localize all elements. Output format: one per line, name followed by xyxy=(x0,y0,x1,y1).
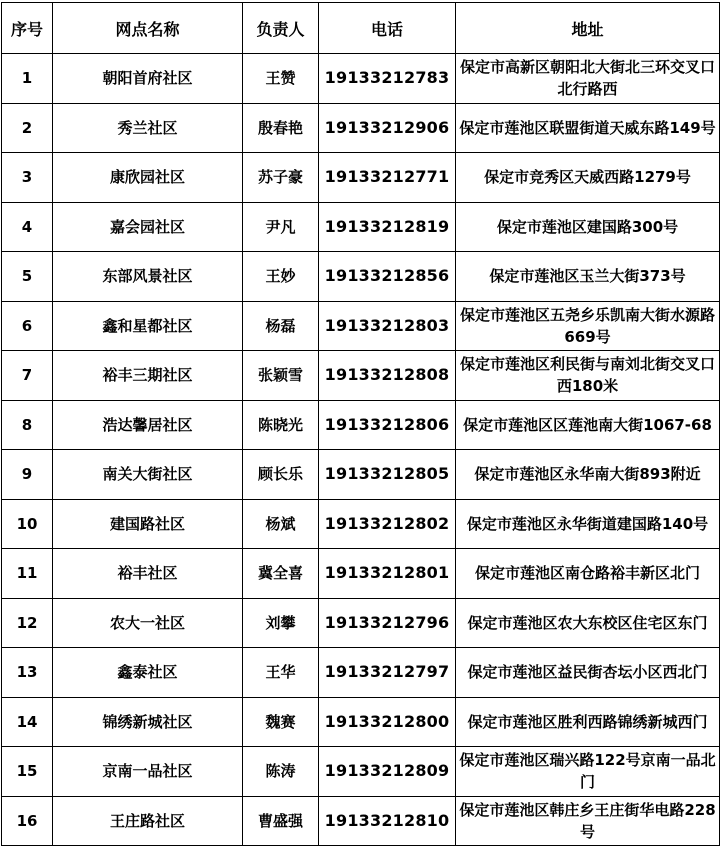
cell-site-name: 东部风景社区 xyxy=(53,252,243,302)
cell-site-name: 裕丰三期社区 xyxy=(53,351,243,401)
cell-phone: 19133212802 xyxy=(319,499,456,549)
cell-phone: 19133212796 xyxy=(319,598,456,648)
cell-person: 陈晓光 xyxy=(243,400,319,450)
cell-no: 3 xyxy=(2,153,53,203)
cell-site-name: 裕丰社区 xyxy=(53,549,243,599)
cell-person: 曹盛强 xyxy=(243,796,319,846)
cell-site-name: 农大一社区 xyxy=(53,598,243,648)
table-body xyxy=(2,54,720,846)
cell-address: 保定市莲池区瑞兴路122号京南一品北门 xyxy=(456,747,720,797)
cell-no: 5 xyxy=(2,252,53,302)
header-name: 网点名称 xyxy=(53,3,243,54)
cell-address: 保定市莲池区胜利西路锦绣新城西门 xyxy=(456,697,720,747)
cell-person: 刘攀 xyxy=(243,598,319,648)
cell-phone: 19133212810 xyxy=(319,796,456,846)
table-row xyxy=(2,301,720,351)
cell-site-name: 鑫泰社区 xyxy=(53,648,243,698)
cell-phone: 19133212808 xyxy=(319,351,456,401)
table-row xyxy=(2,499,720,549)
cell-site-name: 锦绣新城社区 xyxy=(53,697,243,747)
cell-no: 4 xyxy=(2,202,53,252)
cell-no: 10 xyxy=(2,499,53,549)
header-no: 序号 xyxy=(2,3,53,54)
table-row xyxy=(2,697,720,747)
cell-phone: 19133212771 xyxy=(319,153,456,203)
cell-person: 张颖雪 xyxy=(243,351,319,401)
cell-site-name: 秀兰社区 xyxy=(53,103,243,153)
cell-person: 殷春艳 xyxy=(243,103,319,153)
cell-person: 王赞 xyxy=(243,54,319,104)
table-row xyxy=(2,252,720,302)
cell-phone: 19133212819 xyxy=(319,202,456,252)
cell-site-name: 京南一品社区 xyxy=(53,747,243,797)
cell-phone: 19133212906 xyxy=(319,103,456,153)
table-row xyxy=(2,400,720,450)
cell-address: 保定市莲池区玉兰大街373号 xyxy=(456,252,720,302)
table-row xyxy=(2,54,720,104)
cell-no: 13 xyxy=(2,648,53,698)
table-row xyxy=(2,648,720,698)
table-row xyxy=(2,153,720,203)
cell-phone: 19133212856 xyxy=(319,252,456,302)
cell-address: 保定市高新区朝阳北大街北三环交叉口北行路西 xyxy=(456,54,720,104)
cell-person: 杨磊 xyxy=(243,301,319,351)
cell-no: 8 xyxy=(2,400,53,450)
cell-address: 保定市莲池区永华街道建国路140号 xyxy=(456,499,720,549)
table-row xyxy=(2,351,720,401)
cell-no: 2 xyxy=(2,103,53,153)
cell-person: 尹凡 xyxy=(243,202,319,252)
cell-address: 保定市莲池区五尧乡乐凯南大街水源路669号 xyxy=(456,301,720,351)
table-row xyxy=(2,598,720,648)
header-phone: 电话 xyxy=(319,3,456,54)
cell-address: 保定市莲池区南仓路裕丰新区北门 xyxy=(456,549,720,599)
cell-site-name: 浩达馨居社区 xyxy=(53,400,243,450)
cell-address: 保定市莲池区联盟街道天威东路149号 xyxy=(456,103,720,153)
cell-site-name: 嘉会园社区 xyxy=(53,202,243,252)
cell-no: 16 xyxy=(2,796,53,846)
community-contact-table xyxy=(1,2,720,846)
header-address: 地址 xyxy=(456,3,720,54)
cell-person: 陈涛 xyxy=(243,747,319,797)
cell-phone: 19133212801 xyxy=(319,549,456,599)
cell-address: 保定市莲池区建国路300号 xyxy=(456,202,720,252)
cell-site-name: 康欣园社区 xyxy=(53,153,243,203)
cell-person: 杨斌 xyxy=(243,499,319,549)
cell-address: 保定市莲池区韩庄乡王庄街华电路228号 xyxy=(456,796,720,846)
cell-person: 冀全喜 xyxy=(243,549,319,599)
cell-person: 魏赛 xyxy=(243,697,319,747)
cell-no: 15 xyxy=(2,747,53,797)
cell-person: 苏子豪 xyxy=(243,153,319,203)
table-row xyxy=(2,202,720,252)
cell-phone: 19133212797 xyxy=(319,648,456,698)
cell-person: 王妙 xyxy=(243,252,319,302)
cell-address: 保定市莲池区农大东校区住宅区东门 xyxy=(456,598,720,648)
cell-site-name: 南关大街社区 xyxy=(53,450,243,500)
cell-phone: 19133212809 xyxy=(319,747,456,797)
cell-site-name: 朝阳首府社区 xyxy=(53,54,243,104)
cell-phone: 19133212800 xyxy=(319,697,456,747)
cell-address: 保定市莲池区益民街杏坛小区西北门 xyxy=(456,648,720,698)
cell-person: 顾长乐 xyxy=(243,450,319,500)
cell-site-name: 建国路社区 xyxy=(53,499,243,549)
cell-no: 12 xyxy=(2,598,53,648)
cell-address: 保定市莲池区区莲池南大街1067-68 xyxy=(456,400,720,450)
cell-no: 6 xyxy=(2,301,53,351)
cell-no: 14 xyxy=(2,697,53,747)
cell-phone: 19133212803 xyxy=(319,301,456,351)
header-person: 负责人 xyxy=(243,3,319,54)
cell-phone: 19133212805 xyxy=(319,450,456,500)
cell-no: 7 xyxy=(2,351,53,401)
table-row xyxy=(2,450,720,500)
cell-no: 9 xyxy=(2,450,53,500)
cell-phone: 19133212806 xyxy=(319,400,456,450)
cell-no: 11 xyxy=(2,549,53,599)
cell-address: 保定市莲池区利民街与南刘北街交叉口西180米 xyxy=(456,351,720,401)
cell-phone: 19133212783 xyxy=(319,54,456,104)
table-row xyxy=(2,796,720,846)
table-row xyxy=(2,103,720,153)
cell-address: 保定市莲池区永华南大街893附近 xyxy=(456,450,720,500)
cell-site-name: 鑫和星都社区 xyxy=(53,301,243,351)
cell-site-name: 王庄路社区 xyxy=(53,796,243,846)
table-row xyxy=(2,549,720,599)
cell-address: 保定市竞秀区天威西路1279号 xyxy=(456,153,720,203)
cell-no: 1 xyxy=(2,54,53,104)
cell-person: 王华 xyxy=(243,648,319,698)
header-row xyxy=(2,3,720,54)
table-row xyxy=(2,747,720,797)
